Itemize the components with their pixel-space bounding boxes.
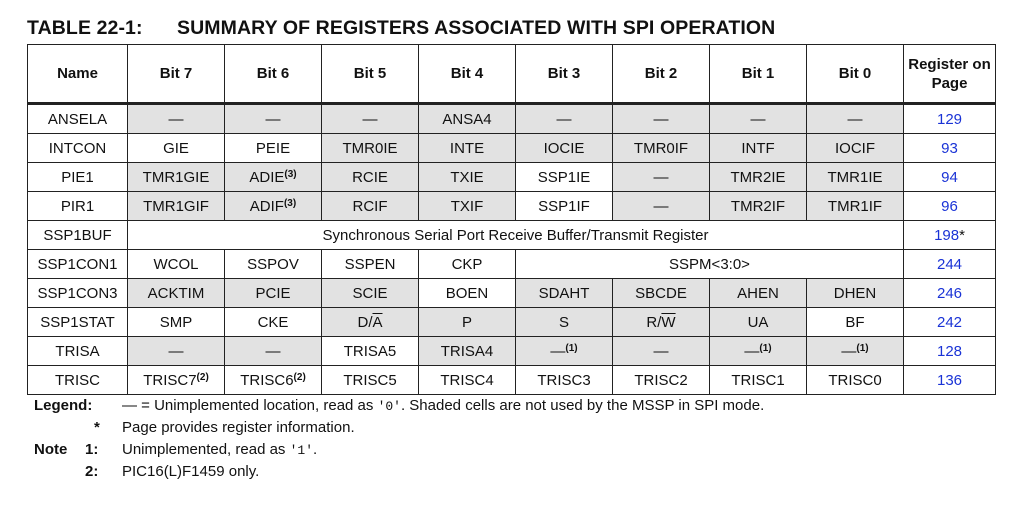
note1-code: '1' bbox=[289, 443, 313, 458]
bit-cell bbox=[807, 337, 904, 366]
bit-label: PCIE bbox=[255, 284, 291, 302]
register-name: SSP1CON1 bbox=[28, 250, 128, 279]
note2-text: PIC16(L)F1459 only. bbox=[122, 463, 260, 480]
bit-label: PEIE bbox=[255, 139, 291, 157]
bit-label: BOEN bbox=[445, 284, 489, 302]
bit-cell bbox=[807, 104, 904, 134]
bit-label: — bbox=[750, 110, 766, 128]
bit-label: — bbox=[653, 342, 669, 360]
bit-cell bbox=[322, 366, 419, 395]
bit-cell bbox=[807, 192, 904, 221]
bit-cell bbox=[710, 104, 807, 134]
table-row bbox=[28, 221, 996, 250]
bit-label: TMR2IE bbox=[730, 168, 786, 186]
bit-label: TRISC4 bbox=[440, 371, 494, 389]
bit-cell bbox=[128, 192, 225, 221]
bit-cell bbox=[807, 308, 904, 337]
bit-label: SCIE bbox=[352, 284, 388, 302]
table-title bbox=[27, 17, 775, 40]
page-link[interactable] bbox=[904, 366, 996, 395]
bit-label: SSP1IE bbox=[537, 168, 591, 186]
star-mark: * bbox=[94, 419, 100, 436]
bit-label: SBCDE bbox=[635, 284, 687, 302]
table-row bbox=[28, 192, 996, 221]
bit-cell bbox=[419, 250, 516, 279]
bit-cell bbox=[710, 308, 807, 337]
bit-cell bbox=[225, 104, 322, 134]
footnote-ref: (1) bbox=[856, 342, 869, 354]
bit-label: TMR0IF bbox=[633, 139, 689, 157]
bit-cell bbox=[419, 366, 516, 395]
bit-label: — bbox=[265, 110, 281, 128]
bit-cell bbox=[128, 279, 225, 308]
footnote-ref: (2) bbox=[293, 371, 306, 383]
bit-label: WCOL bbox=[153, 255, 199, 273]
bit-cell bbox=[128, 337, 225, 366]
page-number: 198 bbox=[934, 226, 960, 244]
bit-cell bbox=[225, 279, 322, 308]
bit-label: P bbox=[461, 313, 472, 331]
register-description: Synchronous Serial Port Receive Buffer/Transmit Register bbox=[128, 221, 904, 250]
bit-label: TMR1GIE bbox=[142, 168, 210, 186]
bit-cell bbox=[516, 366, 613, 395]
bit-cell bbox=[807, 134, 904, 163]
table-row bbox=[28, 308, 996, 337]
bit-cell bbox=[225, 308, 322, 337]
register-name: TRISC bbox=[28, 366, 128, 395]
bit-cell bbox=[613, 337, 710, 366]
bit-label: INTF bbox=[741, 139, 775, 157]
bit-cell bbox=[613, 308, 710, 337]
bit-cell bbox=[419, 163, 516, 192]
table-row bbox=[28, 163, 996, 192]
page-number: 94 bbox=[941, 168, 958, 186]
bit-cell bbox=[419, 134, 516, 163]
bit-cell bbox=[128, 134, 225, 163]
header-bit4: Bit 4 bbox=[419, 45, 516, 104]
bit-label: TRISC0 bbox=[828, 371, 882, 389]
legend-text bbox=[122, 395, 764, 418]
bit-label: — bbox=[168, 342, 184, 360]
page-number: 93 bbox=[941, 139, 958, 157]
bit-cell bbox=[322, 308, 419, 337]
footnote-ref: (1) bbox=[565, 342, 578, 354]
bit-cell bbox=[710, 337, 807, 366]
note1-text-b: . bbox=[313, 441, 318, 458]
bit-label: SSPEN bbox=[344, 255, 396, 273]
bit-label: ACKTIM bbox=[147, 284, 205, 302]
page-link[interactable] bbox=[904, 337, 996, 366]
bit-cell bbox=[807, 279, 904, 308]
bit-cell bbox=[322, 163, 419, 192]
register-summary-table bbox=[27, 44, 996, 395]
header-bit3: Bit 3 bbox=[516, 45, 613, 104]
table-row bbox=[28, 279, 996, 308]
register-name: SSP1CON3 bbox=[28, 279, 128, 308]
bit-cell bbox=[322, 250, 419, 279]
header-bit1: Bit 1 bbox=[710, 45, 807, 104]
bit-label: — bbox=[653, 110, 669, 128]
bit-label: — bbox=[550, 342, 566, 360]
bit-cell bbox=[419, 337, 516, 366]
note1-text bbox=[122, 439, 317, 462]
bit-label: SDAHT bbox=[538, 284, 590, 302]
bit-cell bbox=[128, 163, 225, 192]
bit-cell bbox=[516, 104, 613, 134]
bit-label: — bbox=[744, 342, 760, 360]
header-bit5: Bit 5 bbox=[322, 45, 419, 104]
bit-label: SSP1IF bbox=[538, 197, 590, 215]
page-link[interactable] bbox=[904, 192, 996, 221]
bit-label: RCIF bbox=[352, 197, 388, 215]
table-row bbox=[28, 337, 996, 366]
bit-label: DHEN bbox=[833, 284, 877, 302]
bit-label: — bbox=[841, 342, 857, 360]
bit-label: SMP bbox=[159, 313, 193, 331]
bit-label: CKE bbox=[257, 313, 289, 331]
bit-cell bbox=[613, 192, 710, 221]
bit-label: TRISC2 bbox=[634, 371, 688, 389]
legend-text-b: . Shaded cells are not used by the MSSP in SPI mode. bbox=[400, 397, 765, 414]
bit-label: IOCIE bbox=[543, 139, 585, 157]
page-link[interactable] bbox=[904, 279, 996, 308]
bit-label: R/ bbox=[646, 313, 662, 331]
register-name: SSP1BUF bbox=[28, 221, 128, 250]
footnote-ref: (2) bbox=[196, 371, 209, 383]
bit-cell bbox=[225, 134, 322, 163]
bit-label: IOCIF bbox=[835, 139, 875, 157]
bit-cell bbox=[128, 250, 225, 279]
page-link[interactable] bbox=[904, 163, 996, 192]
header-bit7: Bit 7 bbox=[128, 45, 225, 104]
bit-cell bbox=[225, 366, 322, 395]
page-number: 96 bbox=[941, 197, 958, 215]
page-number: 242 bbox=[936, 313, 963, 331]
register-name: SSP1STAT bbox=[28, 308, 128, 337]
bit-label: TMR1IE bbox=[827, 168, 883, 186]
bit-cell bbox=[128, 104, 225, 134]
footnote-ref: (3) bbox=[283, 197, 297, 209]
bit-cell bbox=[225, 163, 322, 192]
header-name: Name bbox=[28, 45, 128, 104]
bit-cell bbox=[419, 192, 516, 221]
table-row bbox=[28, 366, 996, 395]
bit-label: D/ bbox=[357, 313, 373, 331]
bit-cell bbox=[516, 163, 613, 192]
header-register-on-page: Register on Page bbox=[904, 45, 996, 104]
page-number: 128 bbox=[936, 342, 963, 360]
bit-cell bbox=[322, 192, 419, 221]
header-bit0: Bit 0 bbox=[807, 45, 904, 104]
bit-cell bbox=[322, 279, 419, 308]
legend-code: '0' bbox=[377, 399, 401, 414]
bit-cell bbox=[613, 279, 710, 308]
page-link[interactable] bbox=[904, 104, 996, 134]
footnote-ref: (3) bbox=[284, 168, 297, 180]
bit-cell bbox=[516, 308, 613, 337]
bit-label: UA bbox=[747, 313, 769, 331]
table-row bbox=[28, 134, 996, 163]
bit-label: ANSA4 bbox=[442, 110, 492, 128]
bit-cell bbox=[419, 308, 516, 337]
bit-label: INTE bbox=[449, 139, 485, 157]
star-text: Page provides register information. bbox=[122, 419, 355, 436]
bit-label: TRISA5 bbox=[343, 342, 397, 360]
bit-label: TMR0IE bbox=[342, 139, 398, 157]
bit-label: TRISA4 bbox=[440, 342, 494, 360]
header-bit6: Bit 6 bbox=[225, 45, 322, 104]
bit-cell bbox=[225, 192, 322, 221]
bit-cell bbox=[322, 337, 419, 366]
bit-label: ADIE bbox=[249, 168, 285, 186]
bit-cell bbox=[225, 337, 322, 366]
bit-cell bbox=[419, 279, 516, 308]
bit-cell bbox=[128, 308, 225, 337]
overlined-bit-label: $\overline{W}$ bbox=[661, 313, 676, 331]
footnote-ref: (1) bbox=[759, 342, 772, 354]
bit-label: ADIF bbox=[249, 197, 284, 215]
table-row bbox=[28, 250, 996, 279]
page-number: 246 bbox=[936, 284, 963, 302]
register-name: TRISA bbox=[28, 337, 128, 366]
note1-number: 1: bbox=[85, 441, 99, 458]
bit-label: TMR1IF bbox=[827, 197, 883, 215]
bit-label: TRISC6 bbox=[240, 371, 294, 389]
note2-number: 2: bbox=[85, 463, 99, 480]
bit-cell bbox=[710, 134, 807, 163]
bit-label: SSPM<3:0> bbox=[669, 255, 750, 273]
bit-cell bbox=[710, 279, 807, 308]
page-number: 244 bbox=[936, 255, 963, 273]
note1-text-a: Unimplemented, read as bbox=[122, 441, 290, 458]
page-suffix: * bbox=[959, 226, 965, 244]
bit-cell bbox=[710, 192, 807, 221]
bit-cell bbox=[807, 366, 904, 395]
page-number: 129 bbox=[936, 110, 963, 128]
register-name: INTCON bbox=[28, 134, 128, 163]
register-rows bbox=[28, 104, 996, 395]
bit-label: RCIE bbox=[352, 168, 388, 186]
legend-label: Legend: bbox=[34, 397, 93, 414]
bit-label: — bbox=[265, 342, 281, 360]
legend-text-a: — = Unimplemented location, read as bbox=[122, 397, 378, 414]
bit-label: — bbox=[653, 168, 669, 186]
bit-cell bbox=[516, 134, 613, 163]
overlined-bit-label: $\overline{A}$ bbox=[372, 313, 383, 331]
bit-cell bbox=[613, 366, 710, 395]
bit-label: — bbox=[653, 197, 669, 215]
bit-cell bbox=[516, 192, 613, 221]
header-row bbox=[28, 45, 996, 104]
bit-label: TMR1GIF bbox=[143, 197, 209, 215]
bit-cell bbox=[516, 250, 904, 279]
register-name: ANSELA bbox=[28, 104, 128, 134]
bit-cell bbox=[225, 250, 322, 279]
page-link[interactable] bbox=[904, 221, 996, 250]
table-number: TABLE 22-1: bbox=[27, 17, 143, 39]
bit-cell bbox=[613, 104, 710, 134]
header-bit2: Bit 2 bbox=[613, 45, 710, 104]
register-name: PIR1 bbox=[28, 192, 128, 221]
bit-label: S bbox=[558, 313, 569, 331]
bit-cell bbox=[322, 134, 419, 163]
page-link[interactable] bbox=[904, 250, 996, 279]
bit-label: BF bbox=[845, 313, 865, 331]
bit-cell bbox=[516, 337, 613, 366]
bit-label: SSPOV bbox=[247, 255, 299, 273]
bit-cell bbox=[613, 134, 710, 163]
bit-cell bbox=[322, 104, 419, 134]
register-name: PIE1 bbox=[28, 163, 128, 192]
bit-cell bbox=[128, 366, 225, 395]
bit-label: TRISC3 bbox=[537, 371, 591, 389]
bit-label: — bbox=[556, 110, 572, 128]
bit-label: — bbox=[847, 110, 863, 128]
bit-label: — bbox=[168, 110, 184, 128]
bit-cell bbox=[710, 366, 807, 395]
bit-cell bbox=[807, 163, 904, 192]
bit-label: AHEN bbox=[737, 284, 779, 302]
bit-label: GIE bbox=[163, 139, 189, 157]
bit-label: TMR2IF bbox=[730, 197, 786, 215]
bit-label: CKP bbox=[451, 255, 483, 273]
bit-label: TRISC7 bbox=[143, 371, 197, 389]
table-row bbox=[28, 104, 996, 134]
bit-cell bbox=[419, 104, 516, 134]
bit-label: — bbox=[362, 110, 378, 128]
page-link[interactable] bbox=[904, 308, 996, 337]
page-link[interactable] bbox=[904, 134, 996, 163]
bit-label: TXIE bbox=[450, 168, 484, 186]
bit-cell bbox=[516, 279, 613, 308]
bit-label: TRISC5 bbox=[343, 371, 397, 389]
bit-label: TXIF bbox=[450, 197, 484, 215]
page-number: 136 bbox=[936, 371, 963, 389]
bit-cell bbox=[710, 163, 807, 192]
table-caption: SUMMARY OF REGISTERS ASSOCIATED WITH SPI OPERATION bbox=[177, 17, 776, 39]
bit-cell bbox=[613, 163, 710, 192]
note-label: Note bbox=[34, 441, 68, 458]
bit-label: TRISC1 bbox=[731, 371, 785, 389]
